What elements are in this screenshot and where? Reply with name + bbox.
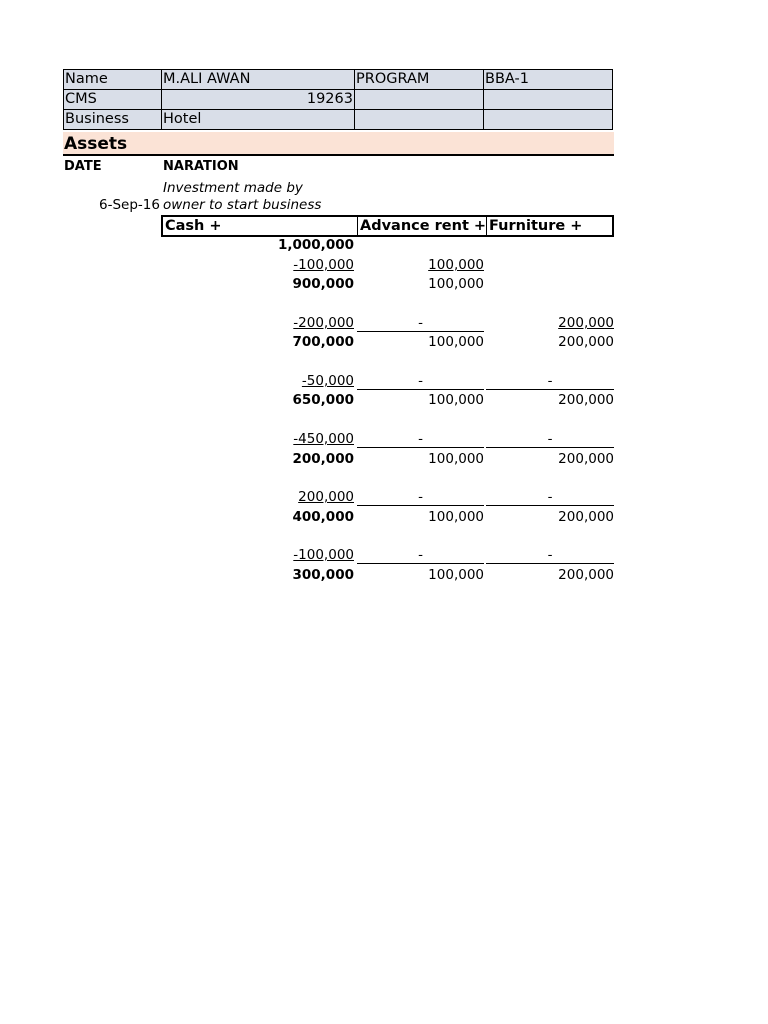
balance-cash: 400,000 (292, 509, 354, 525)
transaction-furniture: - (486, 547, 614, 564)
empty-cell (355, 110, 484, 130)
transaction-advance: 100,000 (428, 257, 484, 273)
transaction-furniture: 200,000 (558, 315, 614, 331)
program-value: BBA-1 (484, 70, 613, 90)
business-label: Business (64, 110, 162, 130)
info-row-name (64, 70, 613, 90)
transaction-advance: - (357, 489, 484, 506)
transaction-cash: -100,000 (293, 257, 354, 273)
section-title: Assets (64, 134, 128, 154)
transaction-furniture: - (486, 431, 614, 448)
entry-naration (163, 180, 321, 214)
transaction-cash: -100,000 (293, 547, 354, 563)
transaction-advance: - (357, 547, 484, 564)
transaction-advance: - (357, 373, 484, 390)
cms-label: CMS (64, 90, 162, 110)
transaction-cash: 200,000 (298, 489, 354, 505)
balance-furniture: 200,000 (558, 451, 614, 467)
column-header-advance-rent: Advance rent + (360, 218, 487, 234)
empty-cell (355, 90, 484, 110)
balance-furniture: 200,000 (558, 567, 614, 583)
cms-value: 19263 (162, 90, 355, 110)
balance-cash: 900,000 (292, 276, 354, 292)
naration-line: Investment made by (163, 180, 303, 196)
balance-advance: 100,000 (428, 392, 484, 408)
business-value: Hotel (162, 110, 355, 130)
transaction-cash: -50,000 (301, 373, 354, 389)
info-row-cms (64, 90, 613, 110)
balance-furniture: 200,000 (558, 509, 614, 525)
transaction-furniture: - (486, 373, 614, 390)
transaction-advance: - (357, 315, 484, 332)
student-info-table (63, 69, 613, 130)
empty-cell (484, 90, 613, 110)
balance-cash: 200,000 (292, 451, 354, 467)
balance-cash: 300,000 (292, 567, 354, 583)
balance-cash: 700,000 (292, 334, 354, 350)
balance-advance: 100,000 (428, 567, 484, 583)
name-label: Name (64, 70, 162, 90)
balance-furniture: 200,000 (558, 392, 614, 408)
program-label: PROGRAM (355, 70, 484, 90)
column-header-furniture: Furniture + (489, 218, 583, 234)
balance-advance: 100,000 (428, 334, 484, 350)
info-row-business (64, 110, 613, 130)
assets-section-header (63, 132, 614, 156)
name-value: M.ALI AWAN (162, 70, 355, 90)
balance-cash: 650,000 (292, 392, 354, 408)
balance-advance: 100,000 (428, 451, 484, 467)
column-header-cash: Cash + (163, 217, 358, 235)
naration-header: NARATION (163, 159, 239, 174)
naration-line: owner to start business (163, 197, 322, 213)
transaction-furniture: - (486, 489, 614, 506)
balance-furniture: 200,000 (558, 334, 614, 350)
transaction-cash: -200,000 (293, 315, 354, 331)
transaction-advance: - (357, 431, 484, 448)
date-header: DATE (64, 159, 102, 174)
ledger-column-headers (161, 215, 614, 237)
transaction-cash: -450,000 (293, 431, 354, 447)
entry-date: 6-Sep-16 (99, 197, 160, 213)
opening-cash: 1,000,000 (277, 237, 354, 253)
empty-cell (484, 110, 613, 130)
balance-advance: 100,000 (428, 276, 484, 292)
balance-advance: 100,000 (428, 509, 484, 525)
